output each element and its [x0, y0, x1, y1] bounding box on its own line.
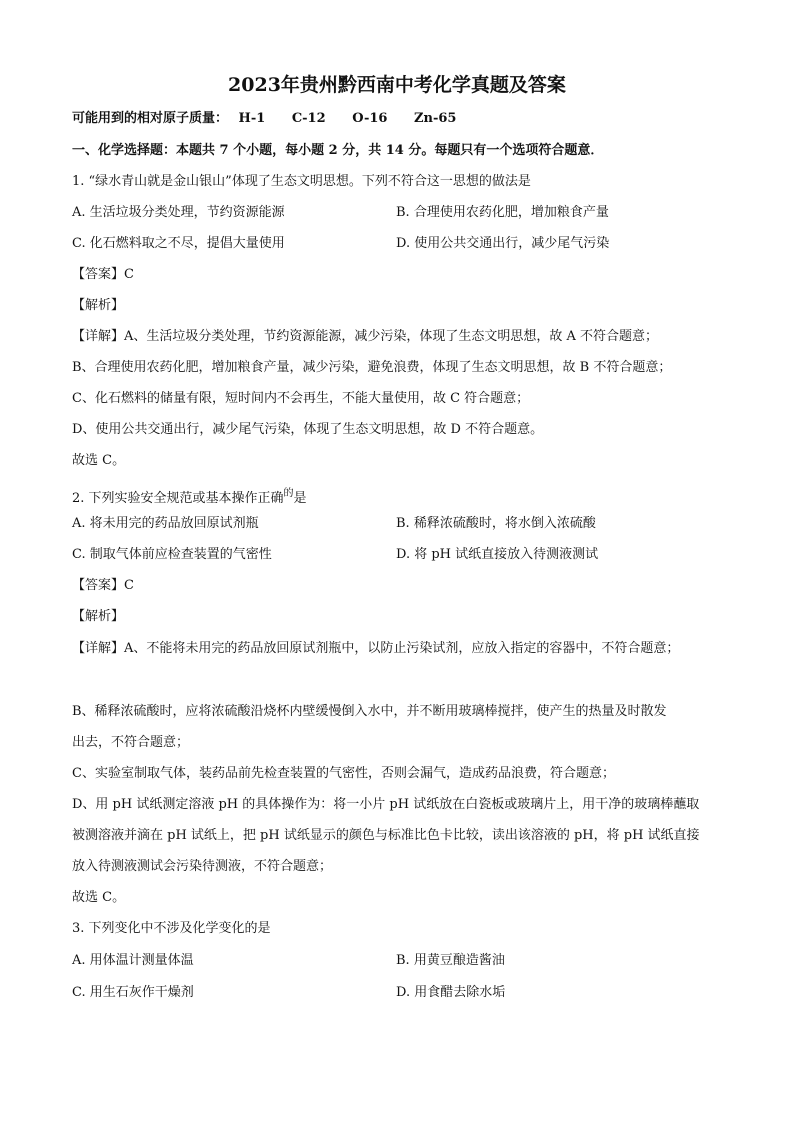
q2-option-a: A. 将未用完的药品放回原试剂瓶	[72, 516, 259, 531]
q1-detail-b: B、合理使用农药化肥，增加粮食产量，减少污染，避免浪费，体现了生态文明思想，故 B 不符合题意；	[72, 360, 672, 375]
q1-analysis: 【解析】	[72, 298, 125, 313]
q1-option-d: D. 使用公共交通出行，减少尾气污染	[396, 236, 610, 251]
q2-stem-main: 2. 下列实验安全规范或基本操作正确	[72, 491, 284, 506]
section-heading: 一、化学选择题：本题共 7 个小题，每小题 2 分，共 14 分。每题只有一个选项符合题意．	[72, 143, 604, 158]
q2-stem-sup: 的	[283, 488, 294, 499]
atomic-mass-c: C-12	[291, 111, 326, 126]
q1-option-c: C. 化石燃料取之不尽，提倡大量使用	[72, 236, 285, 251]
q2-stem	[72, 485, 307, 508]
q3-option-a: A. 用体温计测量体温	[72, 953, 194, 968]
q2-option-c: C. 制取气体前应检查装置的气密性	[72, 547, 272, 562]
q3-stem: 3. 下列变化中不涉及化学变化的是	[72, 921, 271, 936]
q2-detail-d-line3: 放入待测液测试会污染待测液，不符合题意；	[72, 859, 333, 874]
q2-detail-d-line2: 被测溶液并滴在 pH 试纸上，把 pH 试纸显示的颜色与标准比色卡比较，读出该溶液的 pH，将 pH 试纸直接	[72, 828, 700, 843]
q3-option-c: C. 用生石灰作干燥剂	[72, 985, 194, 1000]
atomic-mass-zn: Zn-65	[414, 111, 457, 126]
q2-analysis: 【解析】	[72, 609, 125, 624]
q1-detail-a: 【详解】A、生活垃圾分类处理，节约资源能源，减少污染，体现了生态文明思想，故 A 不符合题意；	[72, 329, 659, 344]
q2-answer: 【答案】C	[72, 578, 134, 593]
q1-detail-d: D、使用公共交通出行，减少尾气污染，体现了生态文明思想，故 D 不符合题意。	[72, 422, 544, 437]
atomic-mass-line	[72, 110, 478, 128]
q2-detail-b-line1: B、稀释浓硫酸时，应将浓硫酸沿烧杯内壁缓慢倒入水中，并不断用玻璃棒搅拌，使产生的热量及时散发	[72, 704, 667, 719]
q1-option-b: B. 合理使用农药化肥，增加粮食产量	[396, 205, 609, 220]
q2-stem-end: 是	[293, 491, 307, 506]
q3-option-d: D. 用食醋去除水垢	[396, 985, 506, 1000]
q1-option-a: A. 生活垃圾分类处理，节约资源能源	[72, 205, 285, 220]
q1-stem: 1. “绿水青山就是金山银山”体现了生态文明思想。下列不符合这一思想的做法是	[72, 174, 531, 189]
q2-choose: 故选 C。	[72, 890, 126, 905]
q1-detail-c: C、化石燃料的储量有限，短时间内不会再生，不能大量使用，故 C 符合题意；	[72, 391, 530, 406]
q2-option-b: B. 稀释浓硫酸时，将水倒入浓硫酸	[396, 516, 596, 531]
q1-choose: 故选 C。	[72, 453, 126, 468]
q3-option-b: B. 用黄豆酿造酱油	[396, 953, 505, 968]
atomic-mass-label: 可能用到的相对原子质量：	[72, 111, 229, 126]
q2-option-d: D. 将 pH 试纸直接放入待测液测试	[396, 547, 599, 562]
q2-detail-b-line2: 出去，不符合题意；	[72, 735, 190, 750]
q1-answer: 【答案】C	[72, 267, 134, 282]
atomic-mass-o: O-16	[352, 111, 388, 126]
q2-detail-d-line1: D、用 pH 试纸测定溶液 pH 的具体操作为：将一小片 pH 试纸放在白瓷板或玻璃片上，用干净的玻璃棒蘸取	[72, 797, 700, 812]
document-title: 2023年贵州黔西南中考化学真题及答案	[228, 74, 566, 96]
q2-detail-a: 【详解】A、不能将未用完的药品放回原试剂瓶中，以防止污染试剂，应放入指定的容器中，不符合题意；	[72, 641, 680, 656]
q2-detail-c: C、实验室制取气体，装药品前先检查装置的气密性，否则会漏气，造成药品浪费，符合题意；	[72, 766, 615, 781]
atomic-mass-h: H-1	[238, 111, 266, 126]
